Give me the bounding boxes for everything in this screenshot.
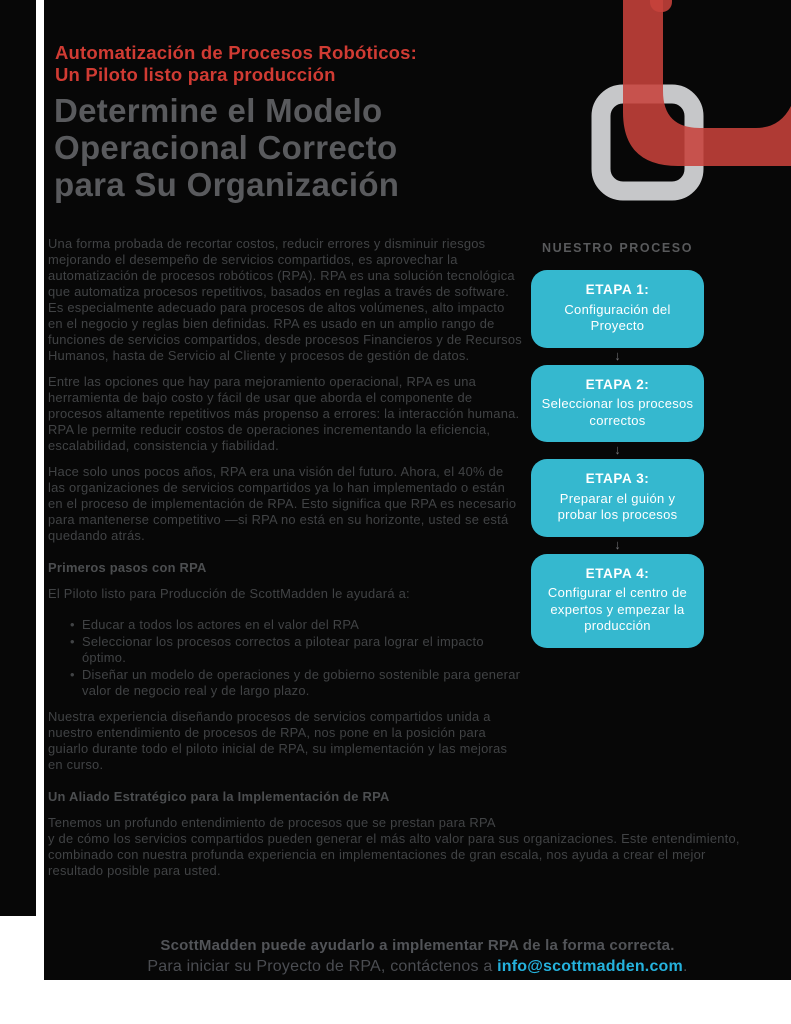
body-paragraph-1: Una forma probada de recortar costos, reducir errores y disminuir riesgos mejorando el desempeño de servicios compartidos, es aprovechar la automatización de procesos robóticos (RPA). RPA es una solución tecnológica que automatiza procesos repetitivos, basados en reglas a través de software. Es especialmente adecuado para procesos de altos volúmenes, alto impacto en el negocio y reglas bien definidas. RPA es usado en un amplio rango de funciones de servicios compartidos, desde procesos Financieros y de Recursos Humanos, hasta de Servicio al Cliente y procesos de gestión de datos. [48, 236, 522, 363]
footer-bold-line: ScottMadden puede ayudarlo a implementar RPA de la forma correcta. [160, 937, 675, 954]
process-step-3 [531, 459, 704, 537]
step-2-label: ETAPA 2: [585, 376, 650, 392]
body-paragraph-5 [48, 815, 754, 879]
process-sidebar [531, 241, 704, 648]
bullet-list [48, 617, 522, 699]
left-accent-bar [0, 0, 36, 916]
scottmadden-chain-logo [560, 0, 791, 231]
body-paragraph-4: Nuestra experiencia diseñando procesos de servicios compartidos unida a nuestro entendimiento de procesos de RPA, nos pone en la posición para guiarlo durante todo el piloto inicial de RPA, su implementación y las mejoras en curso. [48, 709, 508, 772]
logo-red-link [623, 0, 791, 166]
process-step-4 [531, 554, 704, 648]
step-3-text: Preparar el guión y probar los procesos [557, 490, 678, 522]
paragraph-5-first-line: Tenemos un profundo entendimiento de procesos que se prestan para RPA [48, 815, 496, 830]
footer-cta-line [44, 957, 791, 977]
document-black-panel [44, 0, 791, 980]
document-title [48, 92, 522, 203]
step-3-label: ETAPA 3: [585, 471, 650, 486]
step-4-text: Configurar el centro de expertos y empezar la producción [547, 585, 688, 633]
title-line-2: Operacional Correcto [54, 129, 398, 166]
title-line-3: para Su Organización [54, 166, 400, 203]
document-kicker [48, 42, 522, 85]
paragraph-5-rest: y de cómo los servicios compartidos pueden generar el más alto valor para sus organizaciones. Este entendimiento, combinado con nuestra profunda experiencia en implementaciones de gran escala, nos ayuda a crear el mejor resultado posible para usted. [48, 831, 740, 878]
down-arrow-icon: ↓ [614, 347, 621, 363]
down-arrow-icon: ↓ [614, 536, 621, 552]
title-line-1: Determine el Modelo [54, 92, 383, 129]
footer-cta [44, 936, 791, 977]
bullet-item-2: • Seleccionar los procesos correctos a pilotear para lograr el impacto óptimo. [70, 634, 522, 666]
step-1-text: Configuración del Proyecto [564, 301, 671, 333]
bullet-list-intro: El Piloto listo para Producción de ScottMadden le ayudará a: [48, 586, 410, 601]
footer-cta-prefix: Para iniciar su Proyecto de RPA, contáctenos a [147, 958, 498, 975]
subheading-aliado-estrategico: Un Aliado Estratégico para la Implementación de RPA [48, 789, 390, 804]
subheading-primeros-pasos: Primeros pasos con RPA [48, 560, 207, 575]
email-link[interactable]: info@scottmadden.com [497, 958, 683, 975]
body-paragraph-3: Hace solo unos pocos años, RPA era una visión del futuro. Ahora, el 40% de las organizaciones de servicios compartidos ya lo han implementado o están en el proceso de implementación de RPA. Esto significa que RPA es necesario para mantenerse competitivo —si RPA no está en su horizonte, usted se está quedando atrás. [48, 464, 517, 543]
step-4-label: ETAPA 4: [585, 565, 650, 581]
down-arrow-icon: ↓ [614, 442, 621, 457]
bullet-item-1: • Educar a todos los actores en el valor del RPA [70, 617, 522, 633]
process-step-2 [531, 365, 704, 443]
kicker-line-2: Un Piloto listo para producción [55, 63, 336, 85]
process-step-1 [531, 270, 704, 348]
kicker-line-1: Automatización de Procesos Robóticos: [55, 42, 418, 63]
body-paragraph-2: Entre las opciones que hay para mejoramiento operacional, RPA es una herramienta de bajo costo y fácil de usar que aborda el componente de procesos altamente repetitivos más propenso a errores: la interacción humana. RPA le permite reducir costos de operaciones incrementando la eficiencia, escalabilidad, consistencia y fiabilidad. [48, 374, 520, 453]
step-2-text: Seleccionar los procesos correctos [541, 396, 694, 428]
step-1-label: ETAPA 1: [585, 282, 650, 297]
process-heading: NUESTRO PROCESO [541, 241, 694, 255]
bullet-item-3: • Diseñar un modelo de operaciones y de gobierno sostenible para generar valor de negocio real y de largo plazo. [70, 667, 522, 699]
footer-cta-suffix: . [682, 958, 688, 975]
